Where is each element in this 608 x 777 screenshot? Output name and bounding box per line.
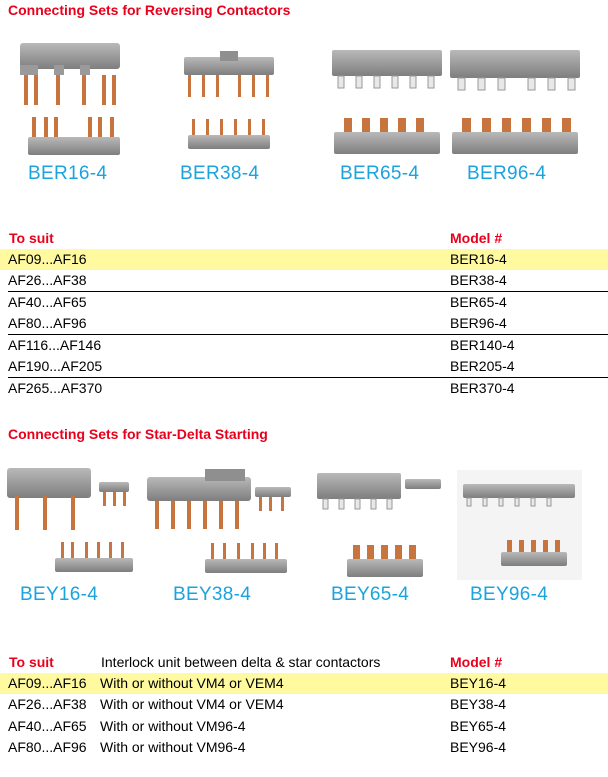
model-label-ber65-4: BER65-4 (340, 163, 420, 184)
table1-header-suit: To suit (9, 230, 54, 246)
product-image-ber65-4 (330, 40, 445, 160)
table2-header-suit: To suit (9, 654, 54, 670)
table-row (0, 694, 608, 715)
table-row (0, 378, 608, 399)
interlock-cell: With or without VM4 or VEM4 (100, 675, 284, 691)
model-label-ber16-4: BER16-4 (28, 163, 108, 184)
model-label-bey96-4: BEY96-4 (470, 584, 549, 605)
table-row (0, 356, 608, 377)
interlock-cell: With or without VM96-4 (100, 739, 246, 755)
table2-header-model: Model # (450, 654, 503, 670)
table1-header-model: Model # (450, 230, 503, 246)
suit-cell: AF09...AF16 (8, 675, 87, 691)
product-image-bey96-4 (457, 470, 582, 580)
model-cell: BER65-4 (450, 294, 507, 310)
suit-cell: AF40...AF65 (8, 294, 87, 310)
table-row (0, 249, 608, 270)
model-cell: BER96-4 (450, 315, 507, 331)
model-cell: BER38-4 (450, 272, 507, 288)
table-row (0, 673, 608, 694)
section-title-star-delta: Connecting Sets for Star-Delta Starting (8, 426, 268, 442)
model-cell: BER16-4 (450, 251, 507, 267)
model-cell: BER205-4 (450, 358, 515, 374)
product-image-ber38-4 (180, 45, 280, 160)
section-title-reversing: Connecting Sets for Reversing Contactors (8, 2, 291, 18)
suit-cell: AF265...AF370 (8, 380, 103, 396)
suit-cell: AF80...AF96 (8, 315, 87, 331)
suit-cell: AF26...AF38 (8, 696, 87, 712)
table-row (0, 292, 608, 313)
interlock-cell: With or without VM96-4 (100, 718, 246, 734)
product-image-bey38-4 (145, 465, 300, 585)
product-image-ber96-4 (448, 40, 583, 160)
table-row (0, 313, 608, 334)
product-image-bey65-4 (315, 465, 445, 585)
table-row (0, 335, 608, 356)
model-cell: BER370-4 (450, 380, 515, 396)
model-label-ber38-4: BER38-4 (180, 163, 260, 184)
model-label-bey16-4: BEY16-4 (20, 584, 99, 605)
model-cell: BEY96-4 (450, 739, 507, 755)
table2-header-interlock: Interlock unit between delta & star contactors (101, 654, 381, 670)
model-label-bey38-4: BEY38-4 (173, 584, 252, 605)
suit-cell: AF80...AF96 (8, 739, 87, 755)
suit-cell: AF26...AF38 (8, 272, 87, 288)
product-image-ber16-4 (10, 35, 130, 160)
suit-cell: AF190...AF205 (8, 358, 103, 374)
suit-cell: AF40...AF65 (8, 718, 87, 734)
table-row (0, 737, 608, 758)
suit-cell: AF116...AF146 (8, 337, 102, 353)
interlock-cell: With or without VM4 or VEM4 (100, 696, 284, 712)
model-label-ber96-4: BER96-4 (467, 163, 547, 184)
model-label-bey65-4: BEY65-4 (331, 584, 410, 605)
model-cell: BER140-4 (450, 337, 515, 353)
model-cell: BEY16-4 (450, 675, 507, 691)
table-row (0, 270, 608, 291)
product-image-bey16-4 (5, 462, 140, 582)
model-cell: BEY38-4 (450, 696, 507, 712)
model-cell: BEY65-4 (450, 718, 507, 734)
table-row (0, 716, 608, 737)
suit-cell: AF09...AF16 (8, 251, 87, 267)
